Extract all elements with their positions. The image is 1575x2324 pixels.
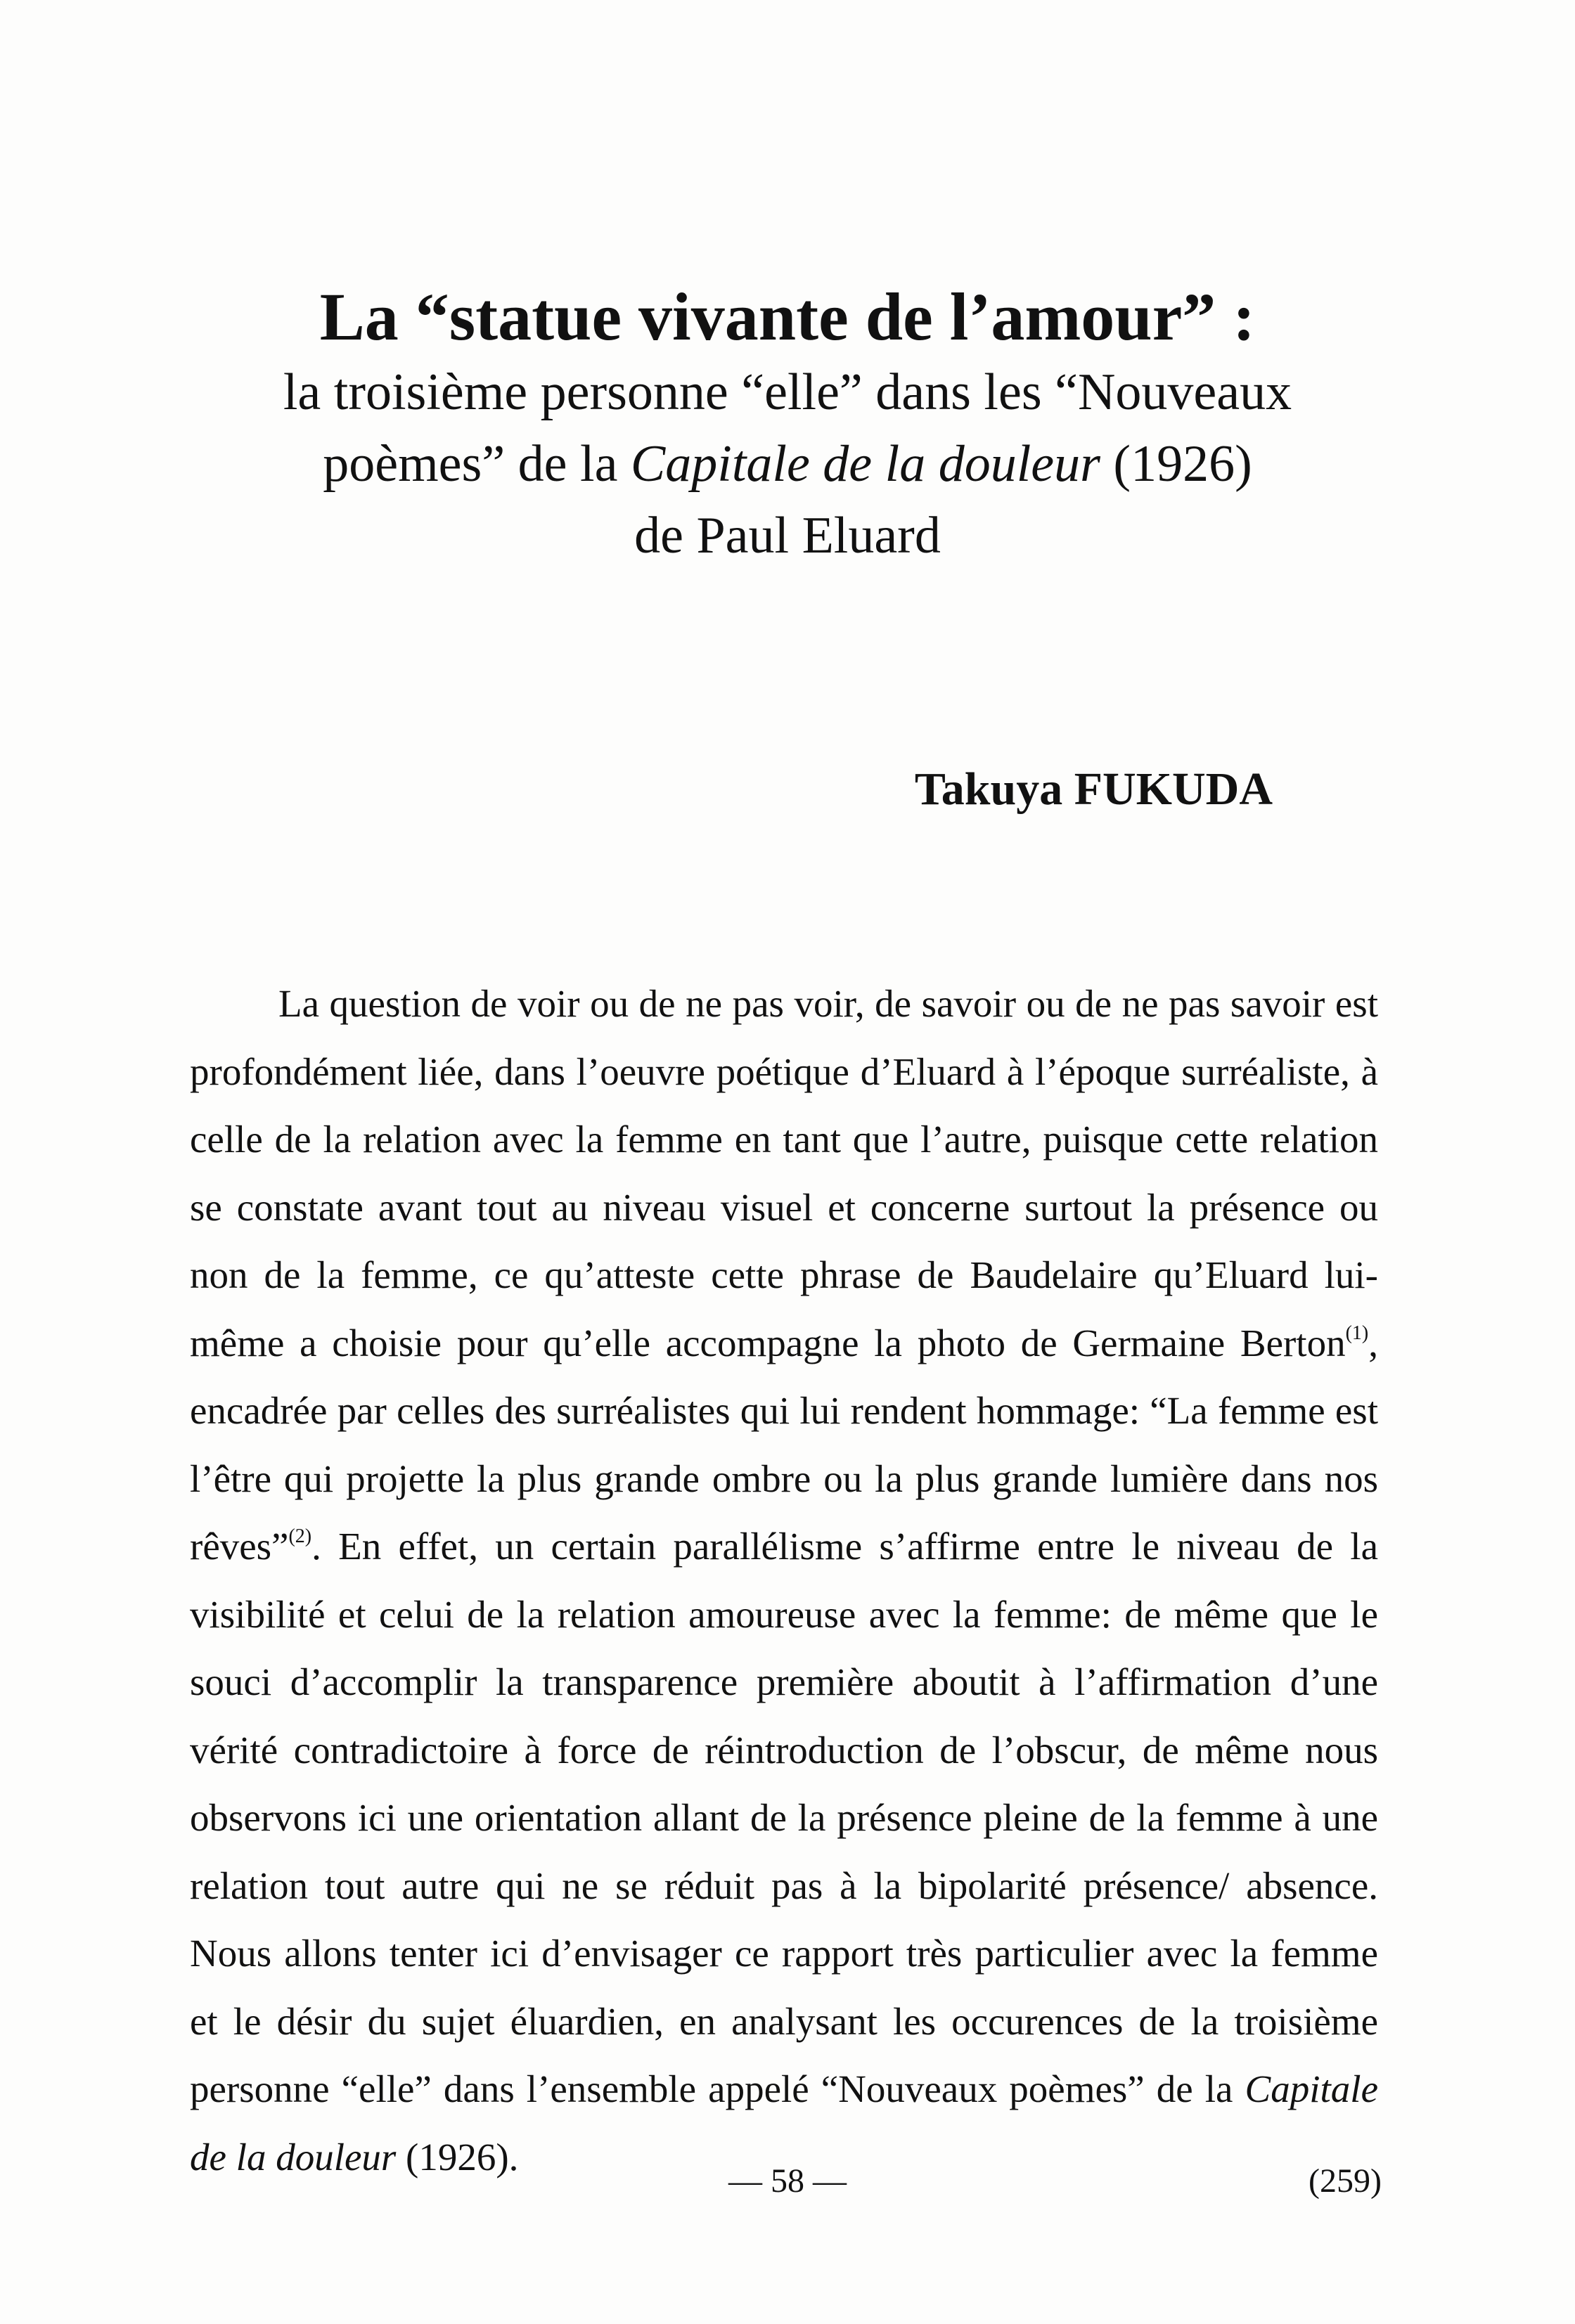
subtitle-book-title: Capitale de la douleur xyxy=(630,435,1100,493)
footnote-ref-1: (1) xyxy=(1345,1322,1369,1344)
author-name: Takuya FUKUDA xyxy=(914,763,1273,815)
footnote-ref-2: (2) xyxy=(288,1525,312,1547)
subtitle-line-2-post: (1926) xyxy=(1100,435,1252,493)
body-part-1: La question de voir ou de ne pas voir, de savoir ou de ne pas savoir est profondément liée, dans l’oeuvre poétique d’Eluard à l’époque surréaliste, à celle de la relation avec la femme en tant que l’autre, puisque cette relation se constate avant tout au niveau visuel et concerne surtout la présence ou non de la femme, ce qu’atteste cette phrase de Baudelaire qu’Eluard lui-même a choisie pour qu’elle accompagne la photo de Germaine Berton xyxy=(190,982,1378,1364)
body-part-2: , encadrée par celles des surréalistes qui lui rendent hommage: “La femme est l’être qui projette la plus grande ombre ou la plus grande lumière dans nos rêves” xyxy=(190,1321,1378,1568)
article-title: La “statue vivante de l’amour” : xyxy=(319,279,1256,354)
subtitle-line-1: la troisième personne “elle” dans les “Nouveaux xyxy=(283,363,1292,421)
body-part-4: (1926). xyxy=(396,2135,519,2178)
page-reference: (259) xyxy=(1309,2162,1382,2200)
body-book-title: Capitale de la douleur xyxy=(190,2067,1378,2178)
body-paragraph xyxy=(190,970,1378,2191)
page-number: — 58 — xyxy=(728,2162,847,2200)
body-part-3: . En effet, un certain parallélisme s’affirme entre le niveau de la visibilité et celui de la relation amoureuse avec la femme: de même que le souci d’accomplir la transparence première aboutit à l’affirmation d’une vérité contradictoire à force de réintroduction de l’obscur, de même nous observons ici une orientation allant de la présence pleine de la femme à une relation tout autre qui ne se réduit pas à la bipolarité présence/ absence. Nous allons tenter ici d’envisager ce rapport très particulier avec la femme et le désir du sujet éluardien, en analysant les occurences de la troisième personne “elle” dans l’ensemble appelé “Nouveaux poèmes” de la xyxy=(190,1525,1378,2110)
subtitle-line-2 xyxy=(0,428,1575,500)
subtitle-line-3: de Paul Eluard xyxy=(634,507,941,564)
subtitle-line-2-pre: poèmes” de la xyxy=(323,435,631,493)
title-block xyxy=(0,278,1575,572)
